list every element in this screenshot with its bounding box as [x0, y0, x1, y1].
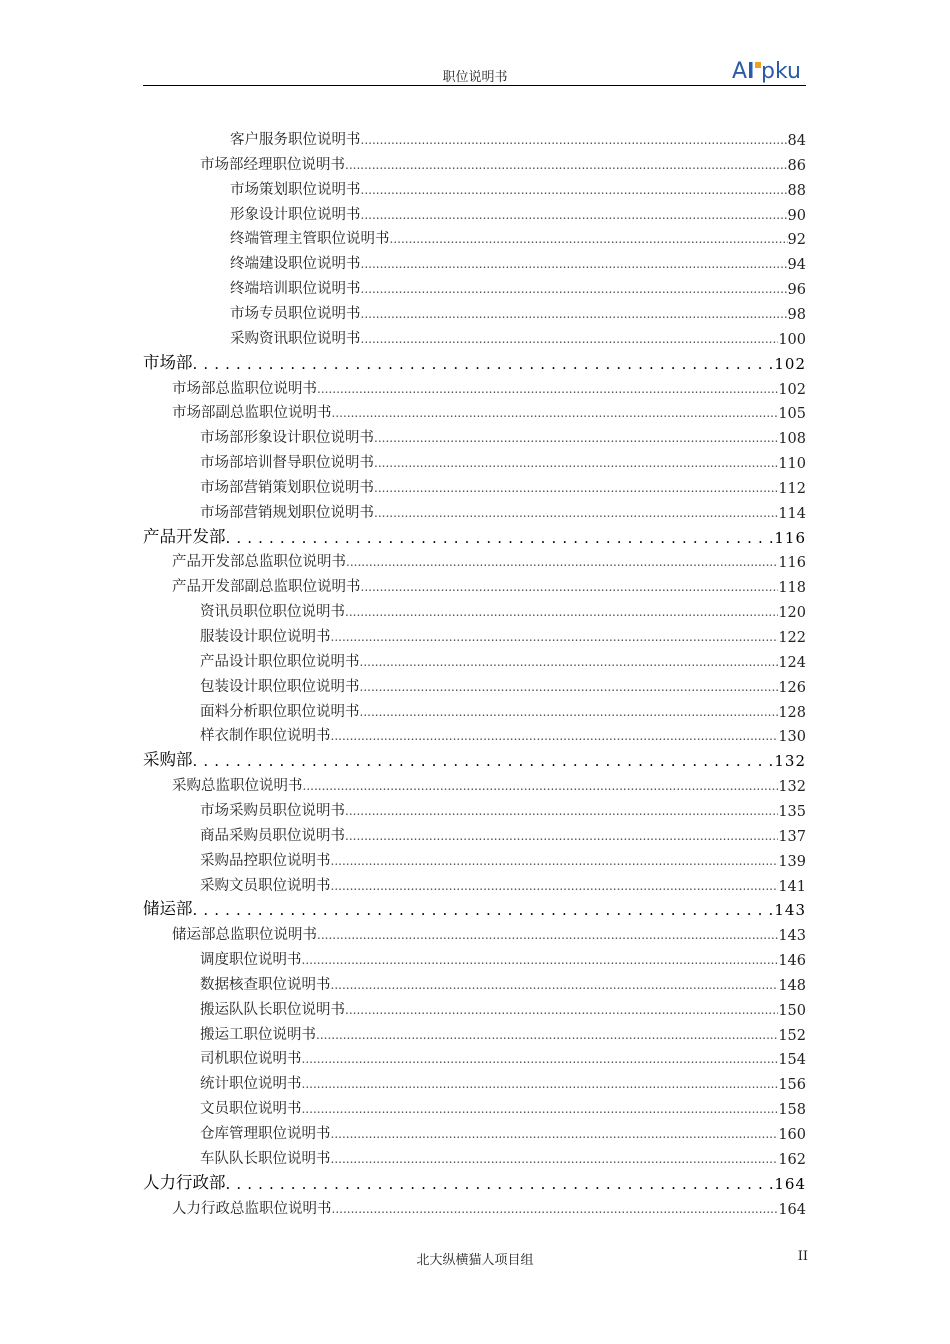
- toc-entry-page: 152: [778, 1027, 806, 1044]
- toc-entry[interactable]: [200, 649, 806, 671]
- toc-entry-title: 车队队长职位说明书: [200, 1150, 331, 1167]
- toc-entry-title: 样衣制作职位说明书: [200, 728, 331, 745]
- company-logo: [730, 56, 810, 84]
- toc-entry[interactable]: [200, 599, 806, 621]
- toc-entry-title: 市场部总监职位说明书: [172, 380, 317, 397]
- toc-leader-dots: [331, 978, 779, 994]
- toc-entry-title: 服装设计职位说明书: [200, 629, 331, 645]
- toc-leader-dots: [374, 456, 778, 472]
- toc-entry-title: 包装设计职位职位说明书: [200, 678, 360, 695]
- toc-leader-dots: [360, 705, 779, 721]
- toc-leader-dots: [360, 680, 779, 696]
- toc-entry[interactable]: [172, 574, 806, 596]
- toc-entry[interactable]: [200, 997, 806, 1019]
- toc-entry-page: 124: [778, 654, 806, 671]
- toc-entry-page: 164: [774, 1174, 806, 1193]
- toc-entry-page: 135: [778, 803, 806, 820]
- toc-entry[interactable]: [200, 674, 806, 696]
- toc-entry-page: 112: [778, 480, 806, 497]
- toc-entry[interactable]: [200, 699, 806, 721]
- toc-entry-title: 数据核查职位说明书: [200, 976, 331, 993]
- toc-entry-title: 人力行政部: [143, 1172, 226, 1192]
- toc-entry[interactable]: [230, 276, 806, 298]
- toc-leader-dots: [332, 406, 779, 422]
- toc-entry-page: 110: [778, 456, 806, 473]
- toc-entry-title: 商品采购员职位说明书: [200, 827, 345, 844]
- toc-entry-title: 市场部: [143, 352, 193, 372]
- toc-leader-dots: [331, 729, 779, 745]
- header-rule: [143, 85, 806, 86]
- toc-leader-dots: [331, 630, 779, 646]
- toc-entry[interactable]: [200, 425, 806, 447]
- toc-entry-title: 搬运队队长职位说明书: [200, 1001, 345, 1018]
- toc-entry-title: 采购资讯职位说明书: [230, 330, 361, 347]
- toc-entry-page: 86: [787, 157, 806, 174]
- toc-entry-title: 市场部培训督导职位说明书: [200, 455, 374, 472]
- toc-entry-title: 搬运工职位说明书: [200, 1026, 316, 1043]
- toc-entry[interactable]: [172, 549, 806, 571]
- toc-entry-page: 98: [787, 306, 806, 323]
- toc-entry-page: 122: [778, 630, 806, 646]
- toc-leader-dots: [302, 1052, 779, 1068]
- toc-leader-dots: [361, 307, 788, 323]
- toc-entry-page: 102: [774, 354, 806, 373]
- toc-entry-page: 141: [778, 878, 806, 895]
- toc-entry-title: 市场专员职位说明书: [230, 305, 361, 322]
- toc-entry-title: 产品开发部总监职位说明书: [172, 554, 346, 571]
- toc-leader-dots: [346, 555, 778, 571]
- toc-entry-page: 96: [787, 282, 806, 299]
- toc-section-entry[interactable]: [143, 897, 806, 919]
- toc-entry[interactable]: [200, 500, 806, 522]
- toc-entry[interactable]: [200, 947, 806, 969]
- toc-entry-title: 产品开发部副总监职位说明书: [172, 579, 361, 596]
- footer-organization: 北大纵横猫人项目组: [416, 1253, 534, 1268]
- toc-entry-title: 市场部营销规划职位说明书: [200, 504, 374, 521]
- toc-entry[interactable]: [200, 624, 806, 646]
- toc-entry[interactable]: [230, 177, 806, 199]
- toc-entry-page: 100: [778, 331, 806, 348]
- toc-entry-page: 105: [778, 406, 806, 423]
- toc-entry-title: 终端管理主管职位说明书: [230, 231, 390, 248]
- toc-leader-dots: [303, 779, 779, 795]
- toc-leader-dots: [316, 1028, 778, 1044]
- toc-leader-dots: [361, 282, 788, 298]
- toc-leader-dots: [345, 804, 778, 820]
- toc-entry-title: 形象设计职位说明书: [230, 206, 361, 223]
- toc-section-entry[interactable]: [143, 351, 806, 373]
- toc-entry-page: 154: [778, 1052, 806, 1069]
- toc-entry-page: 92: [787, 232, 806, 249]
- toc-leader-dots: [332, 1202, 779, 1218]
- toc-entry-page: 108: [778, 431, 806, 448]
- toc-leader-dots: [345, 158, 788, 174]
- toc-leader-dots: [331, 879, 779, 895]
- toc-entry-title: 储运部: [143, 899, 193, 919]
- toc-entry[interactable]: [230, 251, 806, 273]
- toc-entry[interactable]: [200, 972, 806, 994]
- toc-entry[interactable]: [200, 475, 806, 497]
- toc-entry-page: 143: [778, 928, 806, 945]
- toc-entry-page: 156: [778, 1077, 806, 1094]
- toc-entry[interactable]: [230, 127, 806, 149]
- toc-entry-title: 产品设计职位职位说明书: [200, 653, 360, 670]
- toc-leader-dots: [317, 928, 778, 944]
- toc-entry-page: 130: [778, 729, 806, 746]
- toc-entry-title: 市场部营销策划职位说明书: [200, 479, 374, 496]
- toc-leader-dots: [390, 232, 788, 248]
- toc-leader-dots: [361, 208, 788, 224]
- toc-entry-page: 88: [787, 182, 806, 199]
- toc-entry-title: 资讯员职位职位说明书: [200, 604, 345, 621]
- toc-entry[interactable]: [200, 1096, 806, 1118]
- toc-section-entry[interactable]: [143, 748, 806, 770]
- toc-entry-page: 137: [778, 828, 806, 845]
- toc-entry-title: 终端培训职位说明书: [230, 281, 361, 298]
- toc-leader-dots: [361, 580, 779, 596]
- toc-entry-title: 采购部: [143, 750, 193, 770]
- toc-entry-title: 采购文员职位说明书: [200, 877, 331, 894]
- toc-leader-dots: [317, 382, 778, 398]
- toc-entry-page: 128: [778, 704, 806, 721]
- toc-entry-page: 118: [778, 580, 806, 597]
- toc-entry-page: 126: [778, 679, 806, 696]
- toc-entry-page: 84: [787, 133, 806, 149]
- toc-entry-page: 146: [778, 953, 806, 970]
- toc-entry[interactable]: [172, 1196, 806, 1218]
- toc-entry[interactable]: [172, 922, 806, 944]
- toc-entry[interactable]: [230, 202, 806, 224]
- toc-entry[interactable]: [200, 723, 806, 745]
- toc-leader-dots: [361, 332, 779, 348]
- toc-entry-page: 132: [774, 752, 806, 771]
- toc-entry[interactable]: [200, 1046, 806, 1068]
- toc-entry-page: 160: [778, 1127, 806, 1143]
- toc-leader-dots: [345, 829, 778, 845]
- toc-entry-page: 148: [778, 977, 806, 994]
- toc-entry[interactable]: [200, 1022, 806, 1044]
- svg-text:pku: pku: [761, 59, 801, 84]
- toc-leader-dots: [360, 655, 779, 671]
- toc-leader-dots: [331, 1152, 779, 1168]
- toc-entry-title: 终端建设职位说明书: [230, 256, 361, 273]
- toc-entry[interactable]: [230, 226, 806, 248]
- toc-leader-dots: [345, 1003, 778, 1019]
- toc-leader-dots: [302, 953, 779, 969]
- toc-entry-title: 市场采购员职位说明书: [200, 802, 345, 819]
- toc-entry-page: 116: [774, 528, 806, 547]
- toc-entry[interactable]: [200, 848, 806, 870]
- toc-entry-page: 116: [778, 555, 806, 572]
- toc-leader-dots: [374, 481, 778, 497]
- toc-entry[interactable]: [200, 1146, 806, 1168]
- toc-leader-dots: [361, 133, 788, 149]
- toc-entry[interactable]: [230, 326, 806, 348]
- toc-entry-title: 储运部总监职位说明书: [172, 927, 317, 944]
- toc-leader-dots: [374, 431, 778, 447]
- toc-entry-page: 94: [787, 257, 806, 274]
- toc-entry[interactable]: [200, 1121, 806, 1143]
- toc-entry[interactable]: [172, 400, 806, 422]
- toc-leader-dots: [345, 605, 778, 621]
- toc-leader-dots: [361, 183, 788, 199]
- toc-entry-page: 90: [787, 207, 806, 224]
- toc-entry-page: 143: [774, 901, 806, 920]
- toc-entry-title: 采购总监职位说明书: [172, 778, 303, 795]
- toc-entry-title: 采购品控职位说明书: [200, 852, 331, 869]
- toc-entry-title: 市场部经理职位说明书: [200, 156, 345, 173]
- toc-entry[interactable]: [200, 798, 806, 820]
- toc-entry-title: 统计职位说明书: [200, 1076, 302, 1093]
- toc-entry-page: 132: [778, 779, 806, 796]
- toc-entry[interactable]: [200, 450, 806, 472]
- toc-entry-title: 仓库管理职位说明书: [200, 1126, 331, 1142]
- toc-entry-page: 139: [778, 853, 806, 870]
- toc-entry-page: 158: [778, 1102, 806, 1119]
- toc-entry-title: 司机职位说明书: [200, 1051, 302, 1068]
- toc-leader-dots: [302, 1102, 779, 1118]
- toc-entry-title: 面料分析职位职位说明书: [200, 703, 360, 720]
- toc-entry[interactable]: [200, 873, 806, 895]
- toc-entry[interactable]: [200, 152, 806, 174]
- toc-entry-page: 114: [778, 505, 806, 522]
- toc-entry-page: 150: [778, 1002, 806, 1019]
- toc-leader-dots: [302, 1077, 779, 1093]
- footer-page-number: II: [797, 1249, 808, 1264]
- toc-entry[interactable]: [200, 823, 806, 845]
- toc-entry[interactable]: [172, 376, 806, 398]
- toc-leader-dots: [193, 901, 775, 919]
- toc-leader-dots: [361, 257, 788, 273]
- toc-entry-title: 产品开发部: [143, 526, 226, 546]
- toc-entry[interactable]: [200, 1071, 806, 1093]
- toc-entry-title: 市场部形象设计职位说明书: [200, 430, 374, 447]
- toc-entry-title: 调度职位说明书: [200, 952, 302, 969]
- toc-entry-page: 164: [778, 1201, 806, 1218]
- svg-text:A: A: [732, 59, 747, 84]
- toc-leader-dots: [331, 1127, 779, 1143]
- toc-entry-page: 120: [778, 605, 806, 622]
- toc-entry-title: 市场部副总监职位说明书: [172, 405, 332, 422]
- toc-entry-title: 市场策划职位说明书: [230, 181, 361, 198]
- toc-entry[interactable]: [172, 773, 806, 795]
- toc-entry-title: 客户服务职位说明书: [230, 132, 361, 148]
- toc-leader-dots: [226, 1175, 775, 1193]
- toc-entry-page: 102: [778, 381, 806, 398]
- toc-leader-dots: [193, 752, 775, 770]
- toc-leader-dots: [193, 355, 775, 373]
- toc-section-entry[interactable]: [143, 525, 806, 547]
- toc-entry-title: 人力行政总监职位说明书: [172, 1200, 332, 1217]
- toc-leader-dots: [331, 854, 779, 870]
- header-title: 职位说明书: [442, 70, 508, 85]
- toc-entry-title: 文员职位说明书: [200, 1101, 302, 1118]
- toc-entry[interactable]: [230, 301, 806, 323]
- toc-leader-dots: [374, 506, 778, 522]
- toc-leader-dots: [226, 529, 775, 547]
- toc-entry-page: 162: [778, 1151, 806, 1168]
- toc-section-entry[interactable]: [143, 1171, 806, 1193]
